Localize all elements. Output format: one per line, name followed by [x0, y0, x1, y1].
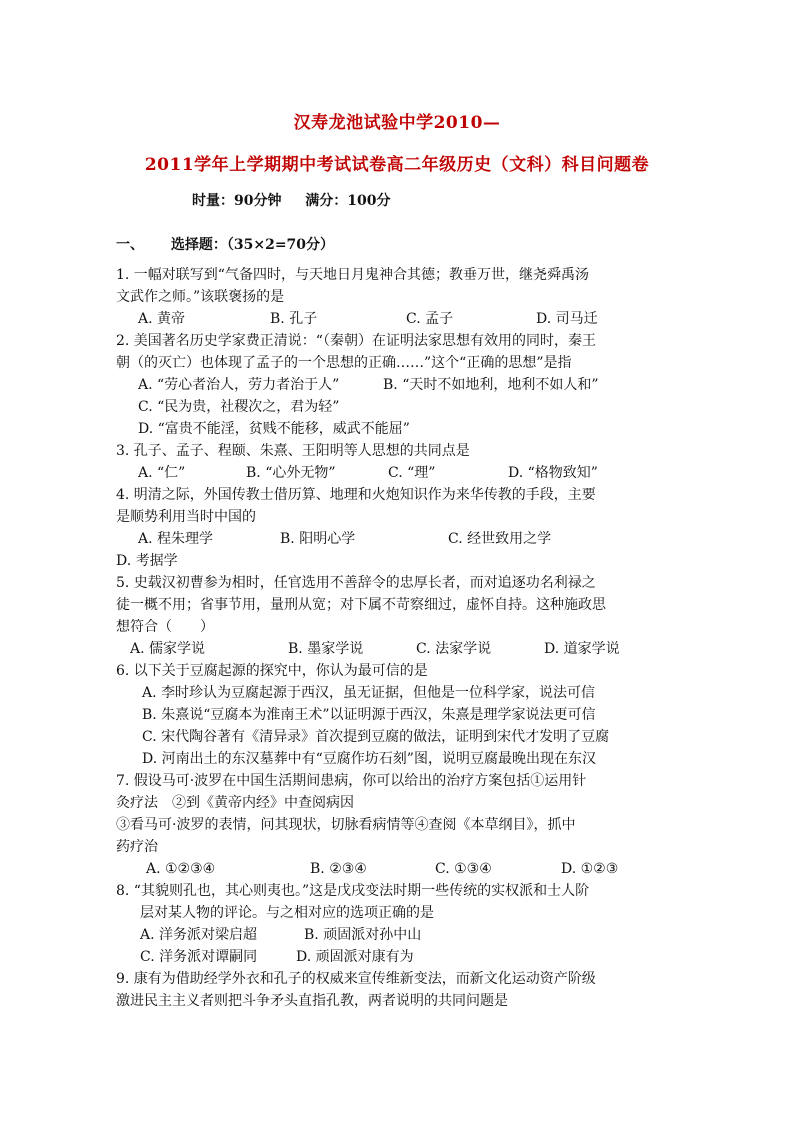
time-limit: 时量：90分钟	[192, 193, 282, 209]
q5-stem-line-1: 5. 史载汉初曹参为相时，任官选用不善辞令的忠厚长者，而对追逐功名利禄之	[116, 575, 596, 591]
q6-stem: 6. 以下关于豆腐起源的探究中，你认为最可信的是	[116, 663, 428, 679]
q2-options-ab	[138, 374, 599, 396]
q7-stem-line-3: ③看马可·波罗的表情，问其现状，切脉看病情等④查阅《本草纲目》，抓中	[116, 817, 576, 833]
q1-stem-line-1: 1. 一幅对联写到“气备四时，与天地日月鬼神合其德；教垂万世，继尧舜禹汤	[116, 267, 589, 283]
q4-option-d: D. 考据学	[116, 553, 178, 569]
q8-option-d: D. 顽固派对康有为	[296, 949, 414, 965]
q2-stem-line-2: 朝（的灭亡）也体现了孟子的一个思想的正确……”这个“正确的思想”是指	[116, 355, 572, 371]
q3-option-b: B. “心外无物”	[246, 465, 336, 481]
q8-stem-line-2: 层对某人物的评论。与之相对应的选项正确的是	[140, 905, 434, 921]
q8-options-cd	[140, 946, 414, 968]
q1-option-c: C. 孟子	[406, 311, 454, 327]
q8-option-b: B. 顽固派对孙中山	[304, 927, 422, 943]
title-line-2: 2011学年上学期期中考试试卷高二年级历史（文科）科目问题卷	[144, 155, 650, 175]
q7-stem-line-4: 药疗治	[116, 839, 158, 855]
q3-option-c: C. “理”	[388, 465, 436, 481]
q6-option-c: C. 宋代陶谷著有《清异录》首次提到豆腐的做法，证明到宋代才发明了豆腐	[142, 729, 610, 745]
section-title: 选择题：（35×2=70分）	[170, 237, 335, 253]
q7-stem-line-2: 灸疗法 ②到《黄帝内经》中查阅病因	[116, 795, 354, 811]
section-heading	[116, 234, 334, 254]
q2-option-b: B. “天时不如地利，地利不如人和”	[383, 377, 599, 393]
q2-stem-line-1: 2. 美国著名历史学家费正清说：“（秦朝）在证明法家思想有效用的同时，秦王	[116, 333, 596, 349]
q5-options	[130, 638, 620, 660]
q1-option-b: B. 孔子	[270, 311, 318, 327]
q7-options	[146, 858, 618, 880]
section-number: 一、	[116, 237, 144, 253]
q3-options	[138, 462, 598, 484]
q3-option-a: A. “仁”	[138, 465, 186, 481]
q2-option-d: D. “富贵不能淫，贫贱不能移，威武不能屈”	[138, 421, 410, 437]
q9-stem-line-1: 9. 康有为借助经学外衣和孔子的权威来宣传维新变法，而新文化运动资产阶级	[116, 971, 596, 987]
q4-option-b: B. 阳明心学	[280, 531, 356, 547]
q1-option-d: D. 司马迁	[536, 311, 598, 327]
q7-option-d: D. ①②③	[561, 861, 619, 877]
q5-option-d: D. 道家学说	[544, 641, 620, 657]
q5-stem-line-3: 想符合（ ）	[116, 619, 214, 635]
q4-stem-line-1: 4. 明清之际，外国传教士借历算、地理和火炮知识作为来华传教的手段，主要	[116, 487, 596, 503]
q6-option-b: B. 朱熹说“豆腐本为淮南王术”以证明源于西汉，朱熹是理学家说法更可信	[142, 707, 596, 723]
q2-option-a: A. “劳心者治人，劳力者治于人”	[138, 377, 340, 393]
exam-meta	[192, 190, 390, 210]
full-score: 满分：100分	[305, 193, 391, 209]
q5-option-b: B. 墨家学说	[288, 641, 364, 657]
q5-stem-line-2: 徒一概不用；省事节用，量刑从宽；对下属不苛察细过，虚怀自持。这种施政思	[116, 597, 606, 613]
q1-options	[138, 308, 598, 330]
q7-option-a: A. ①②③④	[146, 861, 216, 877]
q4-option-c: C. 经世致用之学	[448, 531, 552, 547]
q7-option-b: B. ②③④	[310, 861, 367, 877]
q7-stem-line-1: 7. 假设马可·波罗在中国生活期间患病，你可以给出的治疗方案包括①运用针	[116, 773, 587, 789]
title-line-1: 汉寿龙池试验中学2010—	[293, 113, 501, 133]
q2-option-c: C. “民为贵，社稷次之，君为轻”	[138, 399, 340, 415]
q8-stem-line-1: 8. “其貌则孔也，其心则夷也。”这是戊戌变法时期一些传统的实权派和士人阶	[116, 883, 590, 899]
q6-option-d: D. 河南出土的东汉墓葬中有“豆腐作坊石刻”图，说明豆腐最晚出现在东汉	[142, 751, 596, 767]
q8-option-a: A. 洋务派对梁启超	[140, 927, 258, 943]
q7-option-c: C. ①③④	[435, 861, 492, 877]
q5-option-c: C. 法家学说	[416, 641, 492, 657]
q5-option-a: A. 儒家学说	[130, 641, 206, 657]
q1-stem-line-2: 文武作之师。”该联褒扬的是	[116, 289, 285, 305]
q4-option-a: A. 程朱理学	[138, 531, 214, 547]
q4-stem-line-2: 是顺势利用当时中国的	[116, 509, 256, 525]
q3-stem: 3. 孔子、孟子、程颐、朱熹、王阳明等人思想的共同点是	[116, 443, 470, 459]
q4-options	[138, 528, 551, 550]
q3-option-d: D. “格物致知”	[508, 465, 598, 481]
q1-option-a: A. 黄帝	[138, 311, 186, 327]
q6-option-a: A. 李时珍认为豆腐起源于西汉，虽无证据，但他是一位科学家，说法可信	[142, 685, 596, 701]
q8-options-ab	[140, 924, 421, 946]
q9-stem-line-2: 激进民主主义者则把斗争矛头直指孔教，两者说明的共同问题是	[116, 993, 508, 1009]
q8-option-c: C. 洋务派对谭嗣同	[140, 949, 258, 965]
